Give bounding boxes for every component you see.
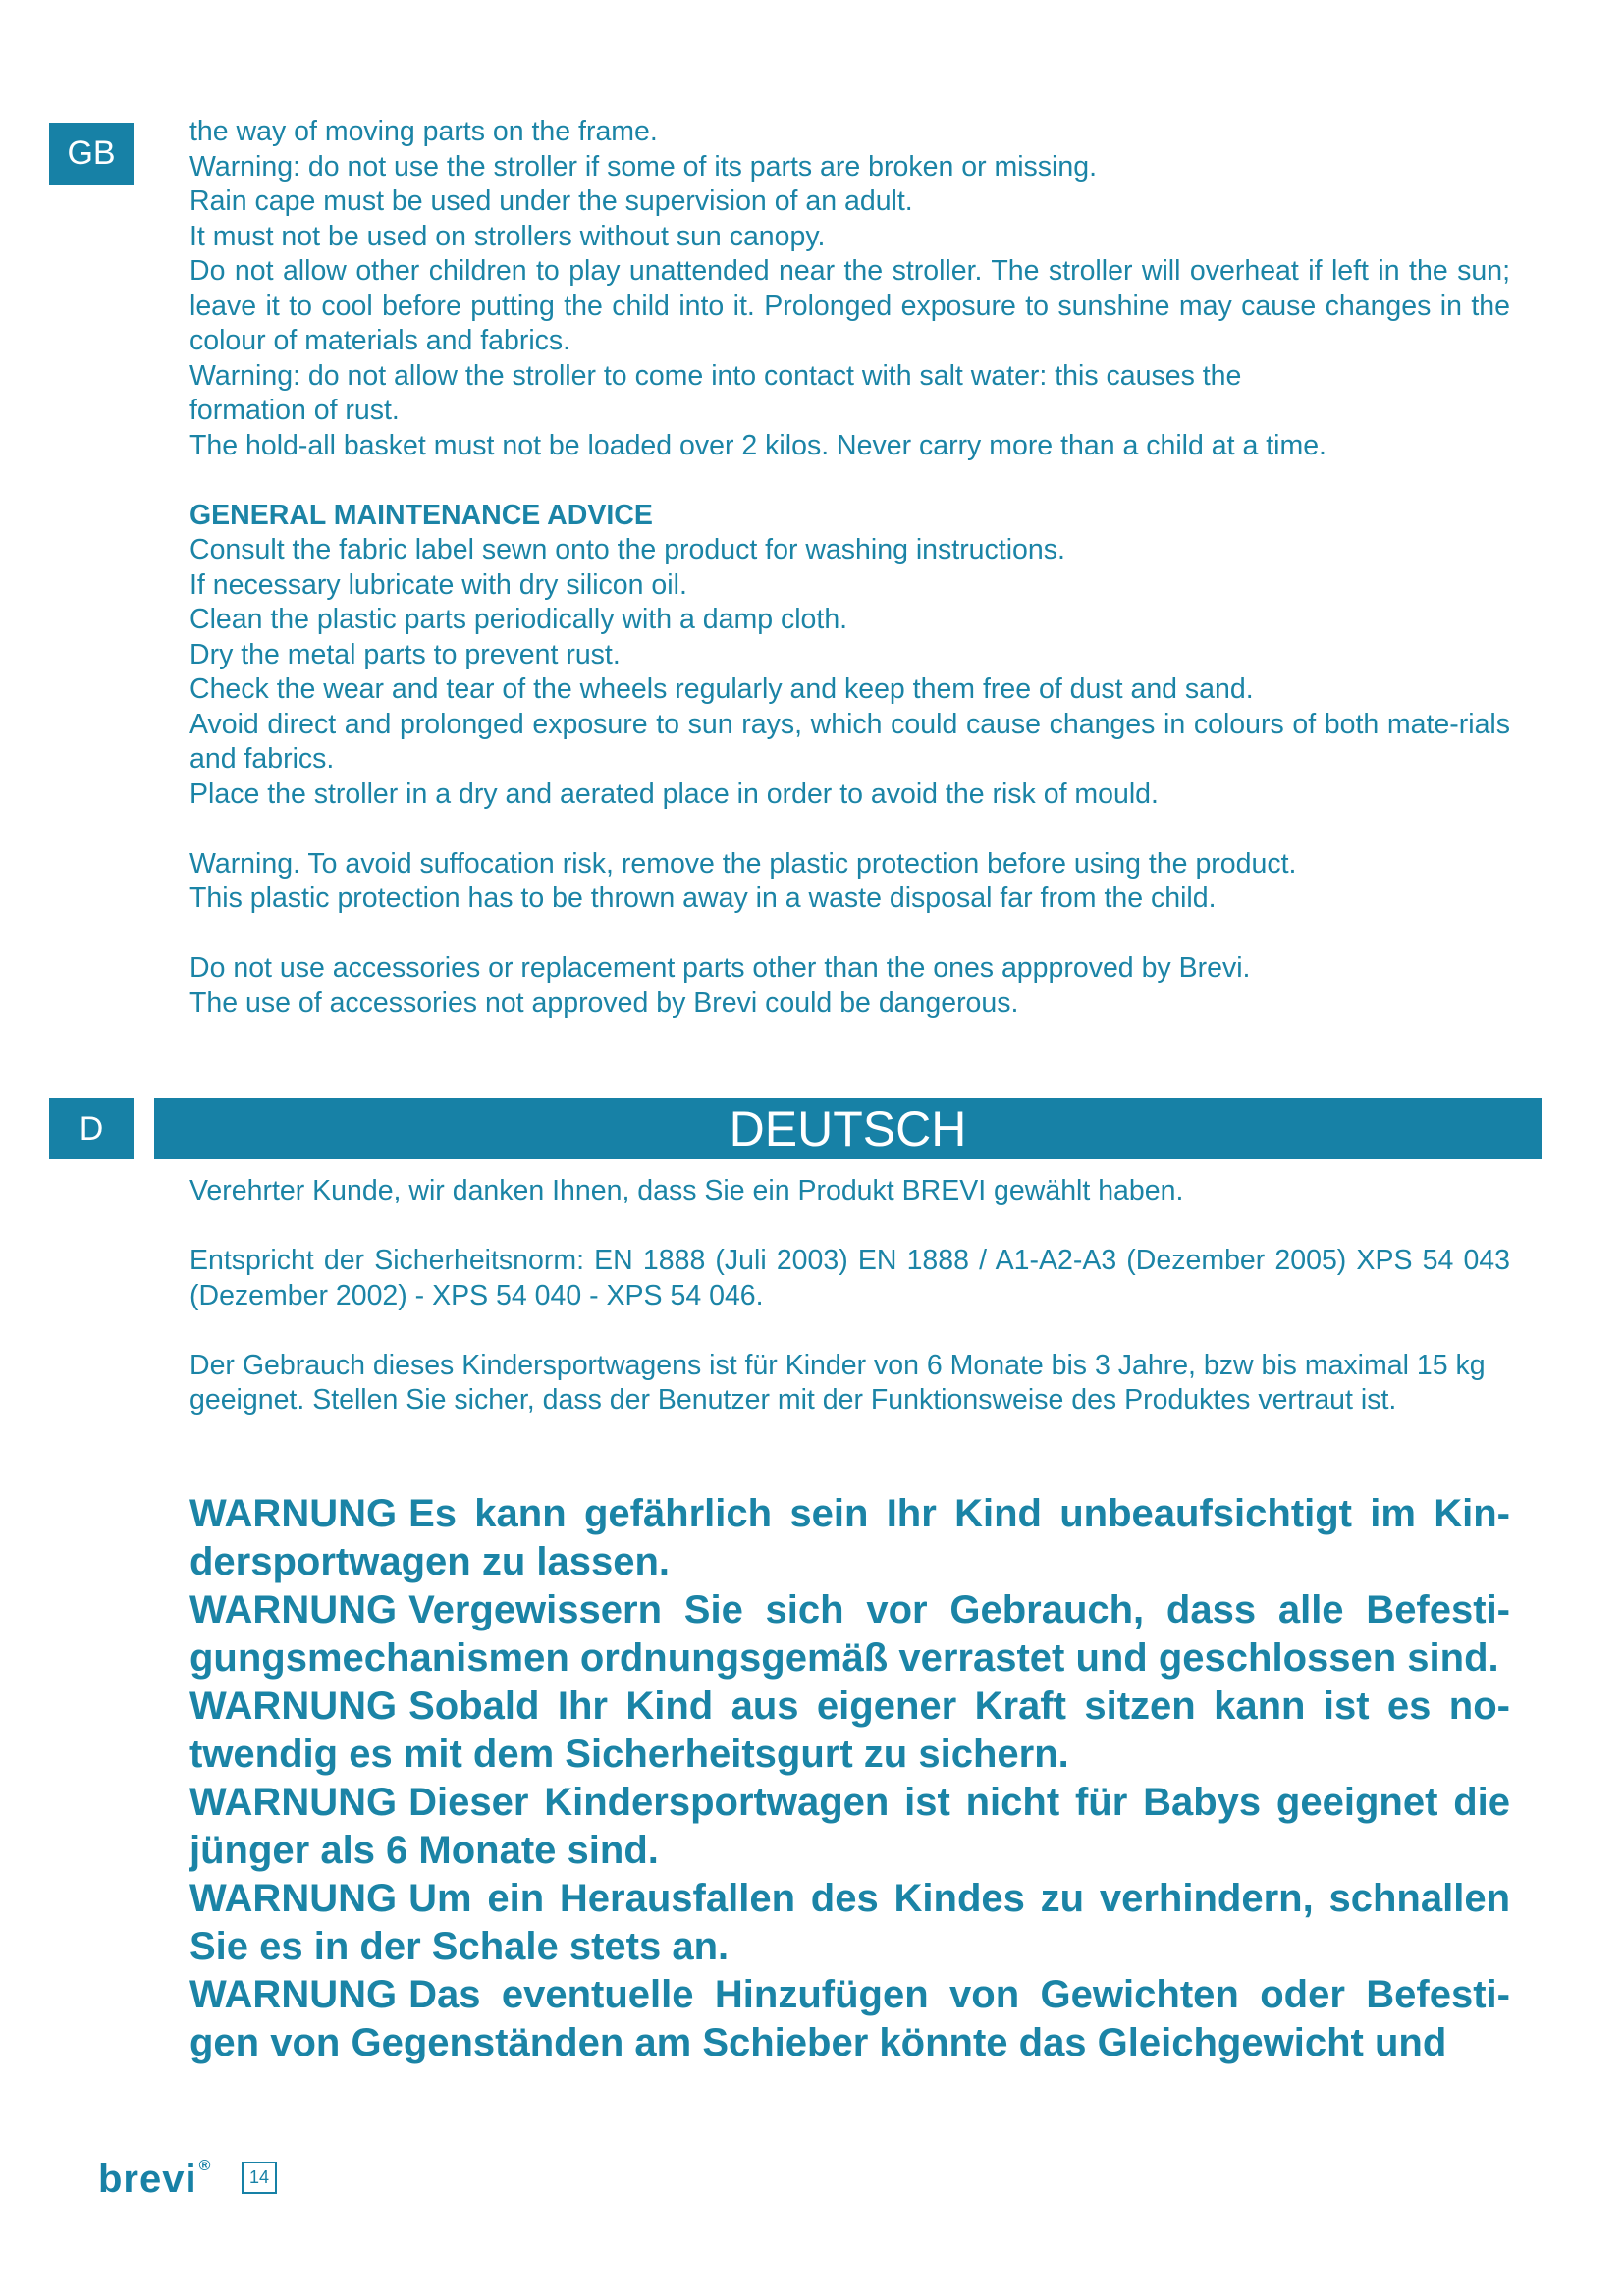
text-line: Rain cape must be used under the supervision of an adult. <box>189 186 913 217</box>
warning-item <box>189 1779 1510 1875</box>
text-line: Warning: do not use the stroller if some of its parts are broken or missing. <box>189 150 1098 183</box>
german-intro <box>189 1174 1510 1418</box>
greeting-text: Verehrter Kunde, wir danken Ihnen, dass Sie ein Produkt BREVI gewählt haben. <box>189 1175 1184 1206</box>
warning-text: Es kann gefährlich sein Ihr Kind unbeaufsichtigt im Kin-dersportwagen zu lassen. <box>189 1492 1510 1583</box>
text-line: This plastic protection has to be thrown away in a waste disposal far from the child. <box>189 882 1217 914</box>
text-line: Check the wear and tear of the wheels regularly and keep them free of dust and sand. <box>189 673 1254 705</box>
text-paragraph: Avoid direct and prolonged exposure to sun rays, which could cause changes in colours of both mate-rials and fabrics. <box>189 708 1510 774</box>
warning-text: Sobald Ihr Kind aus eigener Kraft sitzen kann ist es no-twendig es mit dem Sicherheitsgurt zu sichern. <box>189 1684 1510 1776</box>
warning-text: Um ein Herausfallen des Kindes zu verhindern, schnallen Sie es in der Schale stets an. <box>189 1877 1510 1968</box>
warning-label: WARNUNG <box>189 1877 398 1920</box>
text-line: If necessary lubricate with dry silicon oil. <box>189 568 687 601</box>
warning-item <box>189 1586 1510 1682</box>
warning-item <box>189 1490 1510 1586</box>
text-line: The hold-all basket must not be loaded over 2 kilos. Never carry more than a child at a time. <box>189 429 1326 461</box>
text-line: Clean the plastic parts periodically with a damp cloth. <box>189 604 848 635</box>
warning-label: WARNUNG <box>189 1588 398 1631</box>
logo-mark-icon: ® <box>198 2158 212 2174</box>
german-warnings <box>189 1490 1510 2067</box>
usage-text: Der Gebrauch dieses Kindersportwagens ist für Kinder von 6 Monate bis 3 Jahre, bzw bis maximal 15 kg <box>189 1349 1486 1381</box>
text-line: Dry the metal parts to prevent rust. <box>189 638 621 670</box>
logo-text: brevi <box>98 2157 197 2201</box>
text-line: Do not use accessories or replacement parts other than the ones appproved by Brevi. <box>189 952 1251 984</box>
warning-label: WARNUNG <box>189 1492 398 1535</box>
maintenance-heading: GENERAL MAINTENANCE ADVICE <box>189 499 653 531</box>
text-line: formation of rust. <box>189 395 400 426</box>
warning-label: WARNUNG <box>189 1781 398 1824</box>
warning-text: Das eventuelle Hinzufügen von Gewichten oder Befesti-gen von Gegenständen am Schieber könnte das Gleichgewicht und <box>189 1973 1510 2064</box>
warning-item <box>189 1875 1510 1971</box>
text-line: The use of accessories not approved by Brevi could be dangerous. <box>189 987 1019 1019</box>
warning-item <box>189 1971 1510 2067</box>
warning-label: WARNUNG <box>189 1684 398 1728</box>
text-line: Warning: do not allow the stroller to come into contact with salt water: this causes the <box>189 359 1242 392</box>
page-number: 14 <box>242 2162 277 2194</box>
standard-text: Entspricht der Sicherheitsnorm: EN 1888 (Juli 2003) EN 1888 / A1-A2-A3 (Dezember 2005) XPS 54 043 (Dezember 2002) - XPS 54 040 - XPS 54 046. <box>189 1245 1510 1311</box>
warning-item <box>189 1682 1510 1779</box>
text-line: Place the stroller in a dry and aerated place in order to avoid the risk of mould. <box>189 777 1159 810</box>
usage-text: geeignet. Stellen Sie sicher, dass der Benutzer mit der Funktionsweise des Produktes vertraut ist. <box>189 1384 1397 1415</box>
text-line: Warning. To avoid suffocation risk, remove the plastic protection before using the product. <box>189 847 1297 880</box>
section-title-banner: DEUTSCH <box>154 1098 1542 1159</box>
text-line: the way of moving parts on the frame. <box>189 116 658 147</box>
text-line: Consult the fabric label sewn onto the product for washing instructions. <box>189 534 1065 565</box>
text-paragraph: Do not allow other children to play unattended near the stroller. The stroller will overheat if left in the sun; leave it to cool before putting the child into it. Prolonged exposure to sunshine may cause changes in the colour of materials and fabrics. <box>189 255 1510 356</box>
english-section <box>189 115 1510 1021</box>
warning-label: WARNUNG <box>189 1973 398 2016</box>
text-line: It must not be used on strollers without sun canopy. <box>189 220 826 252</box>
warning-text: Vergewissern Sie sich vor Gebrauch, dass alle Befesti-gungsmechanismen ordnungsgemäß verrastet und geschlossen sind. <box>189 1588 1510 1680</box>
language-tab-gb: GB <box>49 123 134 185</box>
language-tab-d: D <box>49 1098 134 1159</box>
brevi-logo <box>98 2158 211 2201</box>
warning-text: Dieser Kindersportwagen ist nicht für Babys geeignet die jünger als 6 Monate sind. <box>189 1781 1510 1872</box>
